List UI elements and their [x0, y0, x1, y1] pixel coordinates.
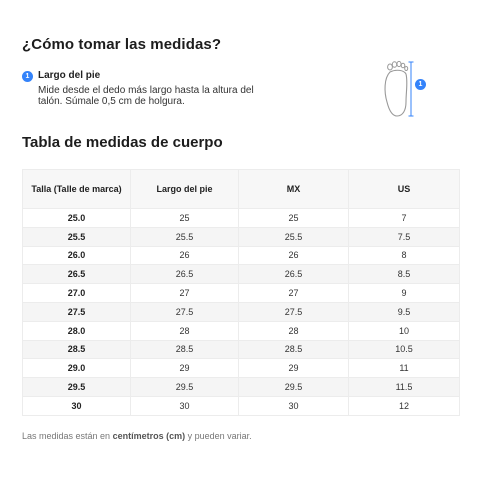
section-title-how-to-measure: ¿Cómo tomar las medidas?	[22, 36, 222, 53]
cell-mx: 30	[239, 396, 349, 415]
footnote-prefix: Las medidas están en	[22, 431, 113, 441]
header-mx: MX	[239, 170, 349, 209]
cell-mx: 26	[239, 246, 349, 265]
cell-mx: 28	[239, 321, 349, 340]
cell-foot-length: 26	[131, 246, 239, 265]
cell-us: 7.5	[349, 227, 460, 246]
table-row	[23, 284, 460, 303]
cell-us: 10	[349, 321, 460, 340]
cell-foot-length: 28	[131, 321, 239, 340]
header-foot-length: Largo del pie	[131, 170, 239, 209]
cell-size: 28.5	[23, 340, 131, 359]
cell-foot-length: 28.5	[131, 340, 239, 359]
cell-size: 26.5	[23, 265, 131, 284]
size-table	[22, 169, 460, 416]
step-description: Mide desde el dedo más largo hasta la altura del talón. Súmale 0,5 cm de holgura.	[38, 85, 254, 107]
cell-size: 28.0	[23, 321, 131, 340]
cell-mx: 26.5	[239, 265, 349, 284]
header-us: US	[349, 170, 460, 209]
cell-size: 25.5	[23, 227, 131, 246]
cell-foot-length: 30	[131, 396, 239, 415]
cell-size: 25.0	[23, 209, 131, 228]
cell-us: 11.5	[349, 378, 460, 397]
cell-mx: 29.5	[239, 378, 349, 397]
cell-foot-length: 25	[131, 209, 239, 228]
foot-measure-illustration	[378, 58, 438, 120]
units-footnote	[22, 431, 252, 441]
cell-us: 8.5	[349, 265, 460, 284]
foot-outline-icon	[378, 58, 418, 120]
cell-us: 12	[349, 396, 460, 415]
cell-size: 30	[23, 396, 131, 415]
cell-size: 26.0	[23, 246, 131, 265]
cell-foot-length: 26.5	[131, 265, 239, 284]
cell-size: 27.0	[23, 284, 131, 303]
table-row	[23, 396, 460, 415]
cell-mx: 27.5	[239, 302, 349, 321]
cell-foot-length: 29	[131, 359, 239, 378]
cell-size: 29.5	[23, 378, 131, 397]
footnote-suffix: y pueden variar.	[185, 431, 252, 441]
step-number-badge: 1	[22, 71, 33, 82]
size-table-container	[22, 169, 459, 416]
cell-foot-length: 27.5	[131, 302, 239, 321]
table-row	[23, 302, 460, 321]
table-row	[23, 340, 460, 359]
table-row	[23, 321, 460, 340]
table-row	[23, 227, 460, 246]
footnote-units: centímetros (cm)	[112, 431, 186, 441]
cell-mx: 29	[239, 359, 349, 378]
step-title: Largo del pie	[38, 70, 101, 81]
cell-us: 9.5	[349, 302, 460, 321]
table-row	[23, 359, 460, 378]
table-row	[23, 246, 460, 265]
cell-foot-length: 25.5	[131, 227, 239, 246]
cell-size: 29.0	[23, 359, 131, 378]
table-row	[23, 265, 460, 284]
header-size: Talla (Talle de marca)	[23, 170, 131, 209]
table-header-row	[23, 170, 460, 209]
cell-us: 11	[349, 359, 460, 378]
cell-size: 27.5	[23, 302, 131, 321]
cell-mx: 28.5	[239, 340, 349, 359]
cell-us: 8	[349, 246, 460, 265]
illustration-number-badge: 1	[415, 79, 426, 90]
cell-us: 9	[349, 284, 460, 303]
section-title-size-chart: Tabla de medidas de cuerpo	[22, 134, 223, 151]
cell-us: 7	[349, 209, 460, 228]
cell-us: 10.5	[349, 340, 460, 359]
cell-foot-length: 27	[131, 284, 239, 303]
cell-mx: 25.5	[239, 227, 349, 246]
cell-mx: 27	[239, 284, 349, 303]
cell-foot-length: 29.5	[131, 378, 239, 397]
table-row	[23, 209, 460, 228]
cell-mx: 25	[239, 209, 349, 228]
table-row	[23, 378, 460, 397]
